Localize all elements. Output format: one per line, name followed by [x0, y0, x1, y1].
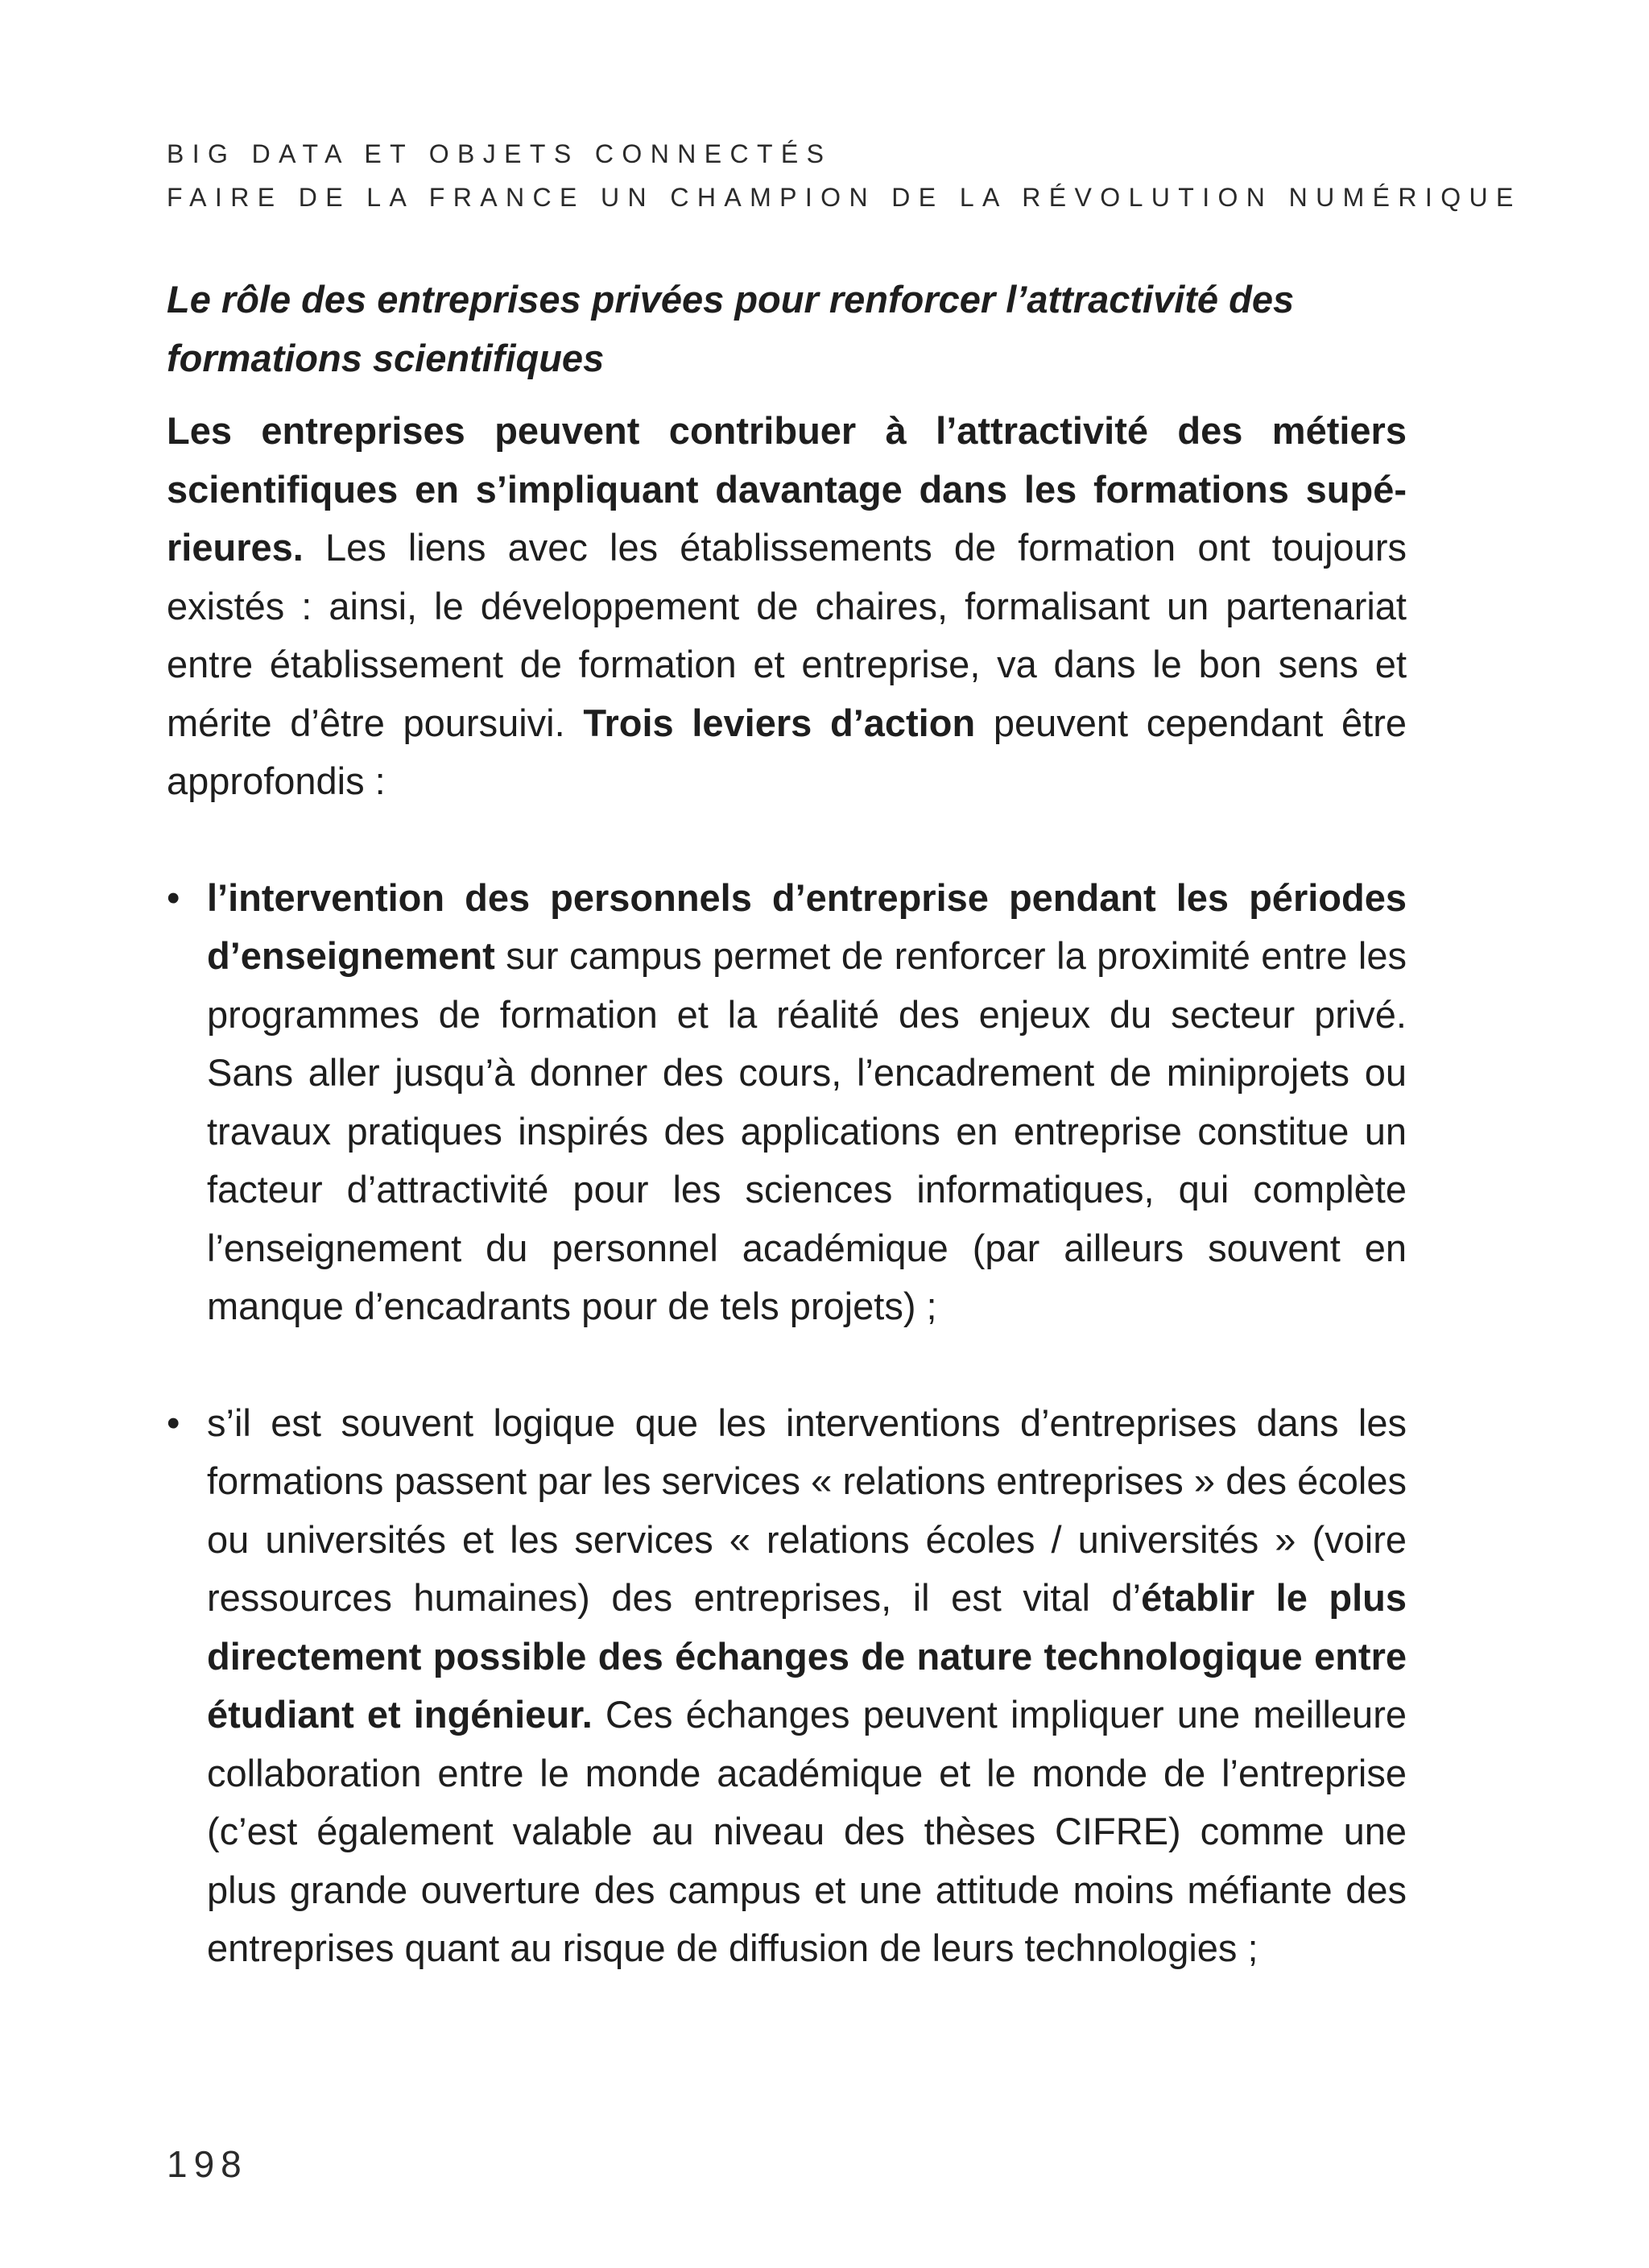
list-item-bold: l’intervention des personnels d’entreprise pendant les périodes d’enseignement — [207, 875, 1407, 977]
main-content — [167, 271, 1407, 1978]
list-item — [167, 1394, 1407, 1978]
list-item-body-pre: s’il est souvent logique que les interventions d’entreprises dans les formations passent par les services « relations entreprises » des écoles ou universités et les services « relations écoles / universités » (voire ressources humaines) des entreprises, il est vital d’ — [207, 1401, 1407, 1619]
bullet-icon: • — [167, 1401, 180, 1444]
intro-paragraph — [167, 402, 1407, 811]
intro-bold-lead: Les entreprises peuvent contribuer à l’attractivité des métiers scientifiques en s’impliquant davantage dans les formations supérieures. — [167, 409, 1407, 569]
bullet-icon: • — [167, 875, 180, 919]
list-item-body: sur campus permet de renforcer la proximité entre les programmes de formation et la réalité des enjeux du secteur privé. Sans aller jusqu’à donner des cours, l’encadrement de miniprojets ou travaux pratiques inspirés des applications en entreprise constitue un facteur d’attractivité pour les sciences informatiques, qui complète l’enseignement du personnel académique (par ailleurs souvent en manque d’encadrants pour de tels projets) ; — [207, 934, 1407, 1327]
intro-text-2: peuvent cependant être approfondis : — [167, 701, 1407, 802]
levers-list — [167, 869, 1407, 1978]
running-header — [167, 132, 1522, 219]
list-item-bold: établir le plus directement possible des échanges de nature technologique entre étudiant et ingénieur. — [207, 1576, 1407, 1736]
list-item — [167, 869, 1407, 1336]
intro-text-1: Les liens avec les établissements de formation ont toujours existés : ainsi, le développement de chaires, formalisant un partenariat entre établissement de formation et entreprise, va dans le bon sens et mérite d’être poursuivi. — [167, 526, 1407, 744]
running-header-line-2: FAIRE DE LA FRANCE UN CHAMPION DE LA RÉVOLUTION NUMÉRIQUE — [167, 183, 1522, 212]
page-number: 198 — [167, 2143, 248, 2185]
running-header-line-1: BIG DATA ET OBJETS CONNECTÉS — [167, 139, 833, 168]
list-item-body-post: Ces échanges peuvent impliquer une meilleure collaboration entre le monde académique et le monde de l’entreprise (c’est également valable au niveau des thèses CIFRE) comme une plus grande ouverture des campus et une attitude moins méfiante des entreprises quant au risque de diffusion de leurs technologies ; — [207, 1693, 1407, 1969]
section-title: Le rôle des entreprises privées pour renforcer l’attractivité des formations scientifiques — [167, 278, 1295, 379]
list-item-text — [207, 1401, 1407, 1970]
intro-bold-levers: Trois leviers d’action — [583, 701, 976, 744]
list-item-text — [207, 876, 1407, 1328]
